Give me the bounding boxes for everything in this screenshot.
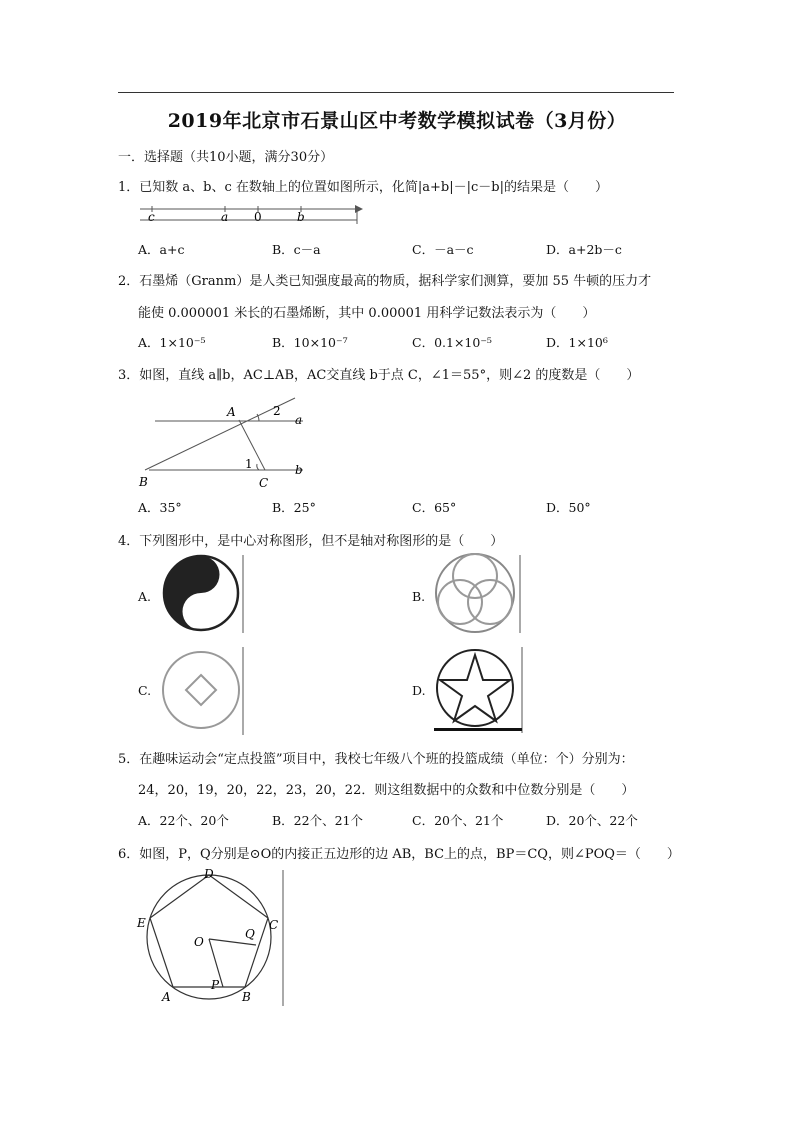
option-b: B．22个、21个 [272, 813, 363, 828]
axis-label-c: c [148, 210, 155, 224]
question-text: 已知数 a、b、c 在数轴上的位置如图所示，化简|a+b|－|c－b|的结果是（ ） [139, 180, 608, 195]
question-1 [118, 176, 608, 195]
point-label-b: B [139, 475, 148, 489]
option-c-label: C. [138, 683, 152, 698]
question-text: 在趣味运动会“定点投篮”项目中，我校七年级八个班的投篮成绩（单位：个）分别为： [139, 752, 634, 767]
option-b: B．25° [272, 500, 316, 515]
point-label-p: P [211, 978, 220, 992]
top-rule [118, 92, 674, 93]
point-label-d: D [204, 867, 214, 881]
option-b-label: B. [412, 589, 426, 604]
star-in-circle-figure [428, 645, 528, 737]
angle-2-label: 2 [273, 404, 281, 418]
option-b: B．10×10⁻⁷ [272, 335, 348, 350]
option-a: A．1×10⁻⁵ [138, 335, 206, 350]
question-4 [118, 530, 503, 549]
option-d: D．20个、22个 [546, 813, 638, 828]
question-2-line2: 能使 0.000001 米长的石墨烯断，其中 0.00001 用科学记数法表示为（ ） [138, 306, 596, 321]
option-c: C．0.1×10⁻⁵ [412, 335, 492, 350]
question-number: 5． [118, 752, 140, 767]
option-d: D．1×10⁶ [546, 335, 608, 350]
option-a: A．a+c [138, 242, 185, 257]
axis-label-a: a [221, 210, 229, 224]
question-text: 如图，P，Q分别是⊙O的内接正五边形的边 AB，BC上的点，BP＝CQ，则∠POQ＝（ ） [139, 847, 680, 862]
axis-label-b: b [297, 210, 305, 224]
question-3 [118, 364, 639, 383]
question-5 [118, 748, 634, 767]
question-number: 4． [118, 534, 140, 549]
option-d-label: D. [412, 683, 426, 698]
option-a: A．22个、20个 [138, 813, 229, 828]
option-d: D．50° [546, 500, 591, 515]
question-2 [118, 270, 651, 289]
yin-yang-figure [155, 553, 245, 635]
question-number: 1． [118, 180, 140, 195]
line-label-a: a [295, 413, 303, 427]
circle-square-figure [155, 645, 247, 737]
three-petal-figure [430, 553, 525, 635]
question-text: 如图，直线 a∥b，AC⊥AB，AC交直线 b于点 C，∠1＝55°，则∠2 的度数是（ ） [139, 368, 640, 383]
option-b: B．c－a [272, 242, 321, 257]
option-c: C．－a－c [412, 242, 474, 257]
axis-label-zero: 0 [254, 210, 262, 224]
option-a: A．35° [138, 500, 182, 515]
point-label-q: Q [245, 927, 255, 941]
line-label-b: b [295, 463, 303, 477]
point-label-a: A [162, 990, 171, 1004]
point-label-c: C [259, 476, 269, 490]
parallel-lines-figure [135, 390, 315, 492]
question-number: 3． [118, 368, 140, 383]
question-text: 下列图形中，是中心对称图形，但不是轴对称图形的是（ ） [139, 534, 504, 549]
point-label-a: A [227, 405, 236, 419]
pentagon-in-circle-figure [135, 866, 285, 1008]
question-5-line2: 24，20，19，20，22，23，20，22．则这组数据中的众数和中位数分别是（ ） [138, 783, 635, 798]
question-number: 6． [118, 847, 140, 862]
angle-1-label: 1 [245, 457, 253, 471]
option-a-label: A. [138, 589, 152, 604]
question-number: 2． [118, 274, 140, 289]
option-c: C．65° [412, 500, 457, 515]
page-title: 2019年北京市石景山区中考数学模拟试卷（3月份） [167, 110, 627, 132]
question-6 [118, 843, 680, 862]
point-label-o: O [194, 935, 204, 949]
point-label-b: B [242, 990, 251, 1004]
option-c: C．20个、21个 [412, 813, 504, 828]
section-heading: 一．选择题（共10小题，满分30分） [118, 150, 334, 165]
point-label-c: C [269, 918, 279, 932]
number-line-figure [135, 200, 365, 230]
point-label-e: E [137, 916, 146, 930]
question-text: 石墨烯（Granm）是人类已知强度最高的物质，据科学家们测算，要加 55 牛顿的压力才 [139, 274, 652, 289]
option-d: D．a+2b－c [546, 242, 622, 257]
